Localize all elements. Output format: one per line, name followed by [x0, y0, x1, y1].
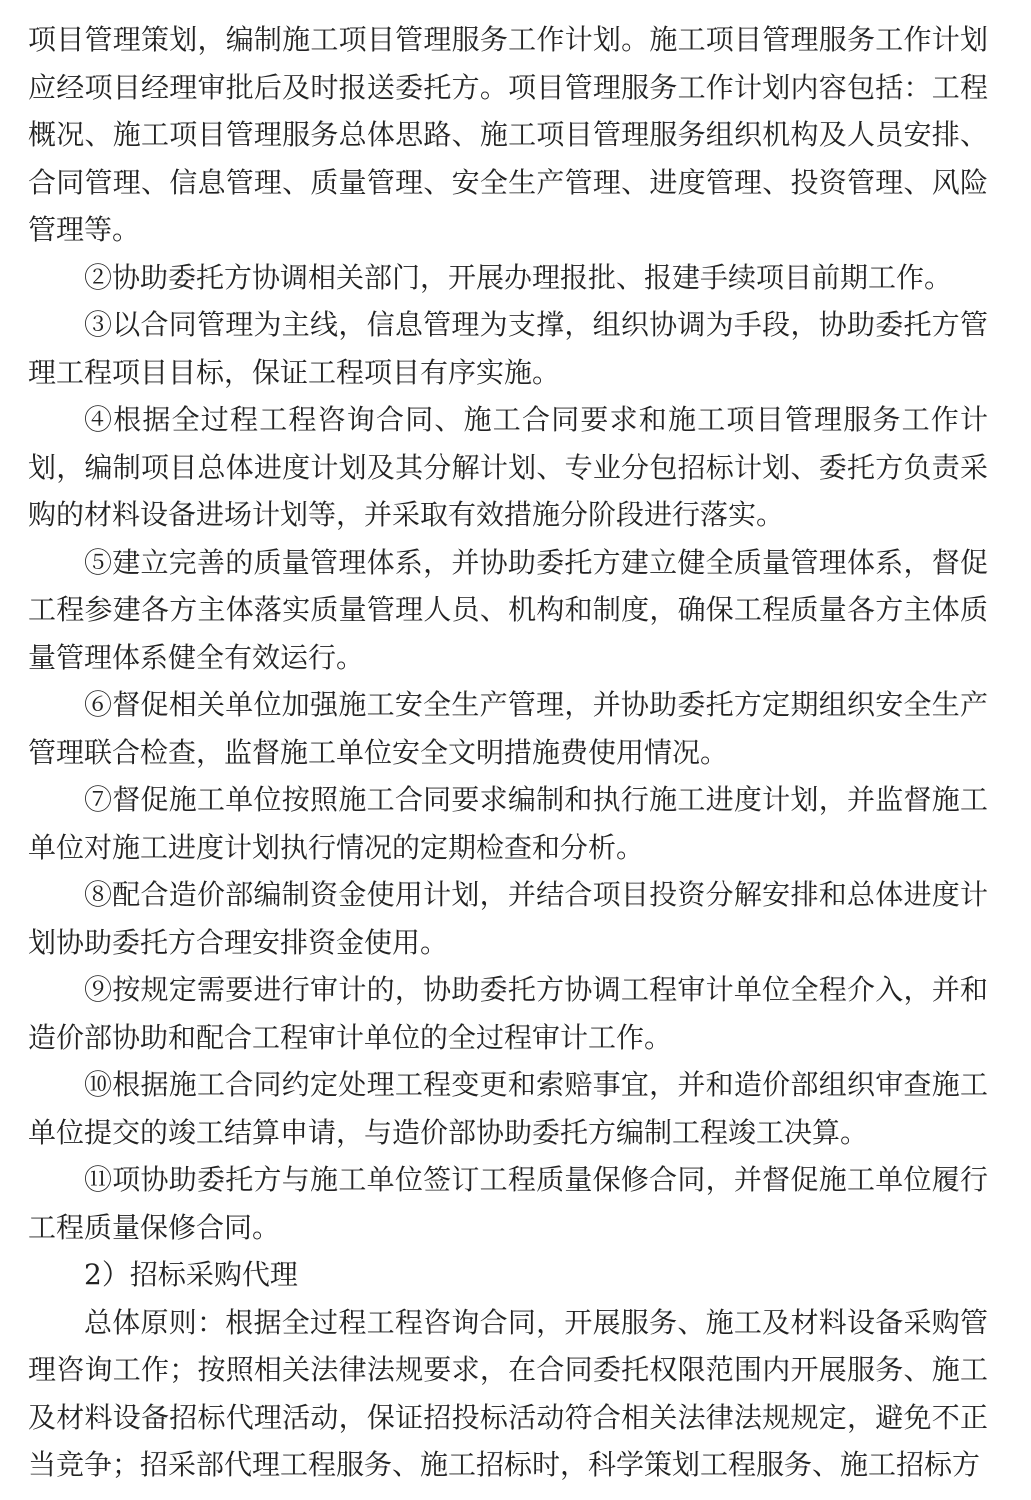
paragraph-project-plan-continuation: 项目管理策划，编制施工项目管理服务工作计划。施工项目管理服务工作计划应经项目经理审批后及时报送委托方。项目管理服务工作计划内容包括：工程概况、施工项目管理服务总体思路、施工项目管理服务组织机构及人员安排、合同管理、信息管理、质量管理、安全生产管理、进度管理、投资管理、风险管理等。: [28, 23, 988, 246]
paragraph-item-3: ③以合同管理为主线，信息管理为支撑，组织协调为手段，协助委托方管理工程项目目标，保证工程项目有序实施。: [28, 308, 988, 389]
paragraph-item-10: ⑩根据施工合同约定处理工程变更和索赔事宜，并和造价部组织审查施工单位提交的竣工结算申请，与造价部协助委托方编制工程竣工决算。: [28, 1068, 988, 1149]
paragraph-item-6: ⑥督促相关单位加强施工安全生产管理，并协助委托方定期组织安全生产管理联合检查，监督施工单位安全文明措施费使用情况。: [28, 688, 988, 769]
paragraph-item-5: ⑤建立完善的质量管理体系，并协助委托方建立健全质量管理体系，督促工程参建各方主体落实质量管理人员、机构和制度，确保工程质量各方主体质量管理体系健全有效运行。: [28, 545, 988, 674]
paragraph-item-2: ②协助委托方协调相关部门，开展办理报批、报建手续项目前期工作。: [84, 260, 953, 294]
document-page: [28, 16, 988, 1489]
paragraph-item-9: ⑨按规定需要进行审计的，协助委托方协调工程审计单位全程介入，并和造价部协助和配合工程审计单位的全过程审计工作。: [28, 973, 988, 1054]
paragraph-general-principle: 总体原则：根据全过程工程咨询合同，开展服务、施工及材料设备采购管理咨询工作；按照相关法律法规要求，在合同委托权限范围内开展服务、施工及材料设备招标代理活动，保证招投标活动符合相关法律法规规定，避免不正当竞争；招采部代理工程服务、施工招标时，科学策划工程服务、施工招标方: [28, 1305, 988, 1481]
paragraph-item-4: ④根据全过程工程咨询合同、施工合同要求和施工项目管理服务工作计划，编制项目总体进度计划及其分解计划、专业分包招标计划、委托方负责采购的材料设备进场计划等，并采取有效措施分阶段进行落实。: [28, 403, 988, 531]
section-heading-procurement: 2）招标采购代理: [84, 1258, 298, 1291]
paragraph-item-8: ⑧配合造价部编制资金使用计划，并结合项目投资分解安排和总体进度计划协助委托方合理安排资金使用。: [28, 878, 988, 959]
paragraph-item-7: ⑦督促施工单位按照施工合同要求编制和执行施工进度计划，并监督施工单位对施工进度计划执行情况的定期检查和分析。: [28, 783, 988, 864]
paragraph-item-11: ⑪项协助委托方与施工单位签订工程质量保修合同，并督促施工单位履行工程质量保修合同。: [28, 1163, 988, 1244]
